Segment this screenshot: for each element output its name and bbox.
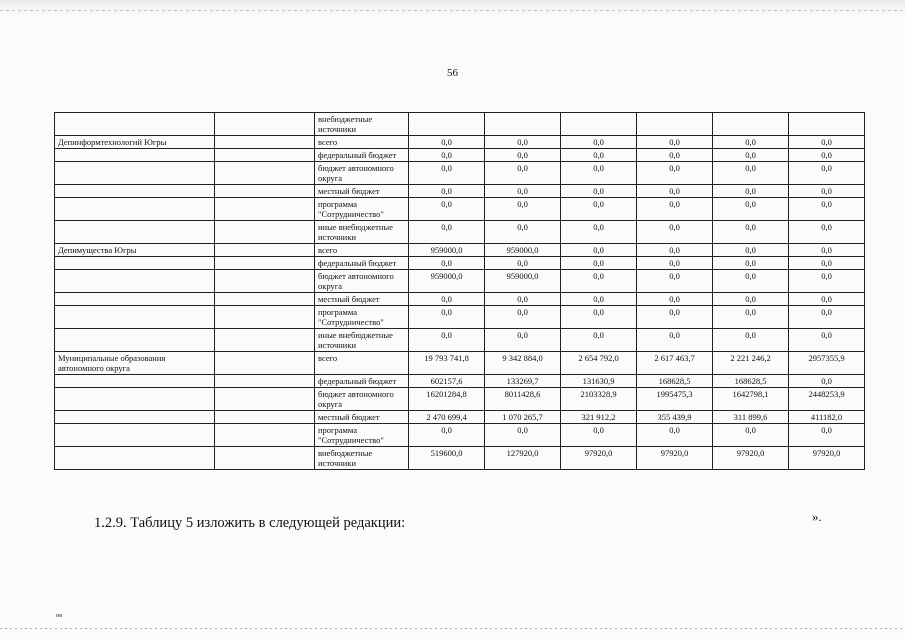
value-cell: 0,0 (713, 198, 789, 221)
value-cell: 0,0 (789, 244, 865, 257)
value-cell: 0,0 (637, 293, 713, 306)
value-cell: 127920,0 (485, 447, 561, 470)
value-cell: 2 617 463,7 (637, 352, 713, 375)
value-cell: 0,0 (789, 136, 865, 149)
value-cell: 0,0 (789, 329, 865, 352)
table-row (55, 149, 865, 162)
value-cell: 959000,0 (409, 244, 485, 257)
value-cell: 0,0 (637, 136, 713, 149)
value-cell: 0,0 (637, 329, 713, 352)
blank-cell (215, 306, 315, 329)
value-cell: 2 654 792,0 (561, 352, 637, 375)
value-cell: 519600,0 (409, 447, 485, 470)
source-cell: внебюджетные источники (315, 447, 409, 470)
value-cell: 0,0 (713, 221, 789, 244)
value-cell: 0,0 (789, 270, 865, 293)
blank-cell (215, 149, 315, 162)
value-cell: 0,0 (561, 257, 637, 270)
table-row (55, 257, 865, 270)
value-cell: 0,0 (409, 329, 485, 352)
value-cell: 0,0 (789, 185, 865, 198)
blank-cell (215, 424, 315, 447)
value-cell: 0,0 (713, 149, 789, 162)
table-row (55, 375, 865, 388)
table-row (55, 244, 865, 257)
value-cell: 131630,9 (561, 375, 637, 388)
value-cell: 959000,0 (485, 270, 561, 293)
value-cell: 0,0 (485, 306, 561, 329)
value-cell: 959000,0 (409, 270, 485, 293)
value-cell: 0,0 (409, 221, 485, 244)
source-cell: местный бюджет (315, 411, 409, 424)
value-cell: 0,0 (789, 306, 865, 329)
value-cell: 0,0 (409, 424, 485, 447)
value-cell: 0,0 (561, 149, 637, 162)
value-cell: 0,0 (561, 244, 637, 257)
value-cell: 0,0 (789, 293, 865, 306)
value-cell: 311 899,6 (713, 411, 789, 424)
source-cell: иные внебюджетные источники (315, 221, 409, 244)
table-row (55, 306, 865, 329)
value-cell: 0,0 (713, 257, 789, 270)
closing-quote: ». (812, 509, 822, 524)
value-cell: 0,0 (637, 257, 713, 270)
value-cell (561, 113, 637, 136)
value-cell: 0,0 (789, 149, 865, 162)
org-cell (55, 257, 215, 270)
value-cell: 0,0 (789, 257, 865, 270)
source-cell: федеральный бюджет (315, 375, 409, 388)
value-cell: 0,0 (485, 185, 561, 198)
table-row (55, 329, 865, 352)
blank-cell (215, 447, 315, 470)
value-cell: 0,0 (561, 221, 637, 244)
value-cell: 0,0 (637, 162, 713, 185)
value-cell: 0,0 (485, 221, 561, 244)
org-cell (55, 270, 215, 293)
blank-cell (215, 270, 315, 293)
blank-cell (215, 375, 315, 388)
value-cell: 0,0 (561, 293, 637, 306)
value-cell: 0,0 (485, 162, 561, 185)
value-cell: 1 070 265,7 (485, 411, 561, 424)
blank-cell (215, 388, 315, 411)
value-cell: 0,0 (637, 149, 713, 162)
value-cell: 0,0 (485, 257, 561, 270)
value-cell: 0,0 (789, 198, 865, 221)
table-row (55, 352, 865, 375)
source-cell: иные внебюджетные источники (315, 329, 409, 352)
value-cell: 97920,0 (713, 447, 789, 470)
value-cell: 411182,0 (789, 411, 865, 424)
org-cell (55, 411, 215, 424)
value-cell: 2 221 246,2 (713, 352, 789, 375)
table-row (55, 185, 865, 198)
page-number: 56 (447, 67, 458, 79)
value-cell: 0,0 (561, 136, 637, 149)
value-cell: 0,0 (713, 293, 789, 306)
source-cell: программа "Сотрудничество" (315, 424, 409, 447)
source-cell: программа "Сотрудничество" (315, 306, 409, 329)
value-cell: 959000,0 (485, 244, 561, 257)
org-cell (55, 375, 215, 388)
value-cell: 0,0 (713, 162, 789, 185)
blank-cell (215, 411, 315, 424)
value-cell: 0,0 (637, 244, 713, 257)
source-cell: федеральный бюджет (315, 257, 409, 270)
table-row (55, 293, 865, 306)
value-cell: 168628,5 (713, 375, 789, 388)
value-cell: 0,0 (713, 329, 789, 352)
value-cell: 0,0 (713, 270, 789, 293)
scan-artifact-top (0, 10, 905, 11)
blank-cell (215, 113, 315, 136)
value-cell: 0,0 (561, 198, 637, 221)
org-cell (55, 424, 215, 447)
blank-cell (215, 221, 315, 244)
table-row (55, 388, 865, 411)
value-cell (485, 113, 561, 136)
org-cell: Депимущества Югры (55, 244, 215, 257)
blank-cell (215, 136, 315, 149)
value-cell: 133269,7 (485, 375, 561, 388)
source-cell: федеральный бюджет (315, 149, 409, 162)
value-cell: 2448253,9 (789, 388, 865, 411)
value-cell: 0,0 (637, 185, 713, 198)
org-cell (55, 329, 215, 352)
scan-top-shadow (0, 0, 905, 16)
source-cell: всего (315, 352, 409, 375)
source-cell: местный бюджет (315, 185, 409, 198)
corner-mark: нв (56, 613, 63, 619)
value-cell: 0,0 (485, 329, 561, 352)
org-cell (55, 198, 215, 221)
blank-cell (215, 329, 315, 352)
blank-cell (215, 162, 315, 185)
source-cell: бюджет автономного округа (315, 270, 409, 293)
value-cell: 2103328,9 (561, 388, 637, 411)
blank-cell (215, 185, 315, 198)
table-row (55, 221, 865, 244)
value-cell: 9 342 884,0 (485, 352, 561, 375)
value-cell (409, 113, 485, 136)
value-cell: 0,0 (637, 270, 713, 293)
value-cell: 2 470 699,4 (409, 411, 485, 424)
value-cell: 8011428,6 (485, 388, 561, 411)
value-cell: 97920,0 (561, 447, 637, 470)
table-row (55, 411, 865, 424)
blank-cell (215, 293, 315, 306)
org-cell (55, 388, 215, 411)
value-cell: 0,0 (789, 375, 865, 388)
source-cell: всего (315, 244, 409, 257)
value-cell: 16201284,8 (409, 388, 485, 411)
value-cell: 0,0 (485, 136, 561, 149)
value-cell: 0,0 (789, 162, 865, 185)
blank-cell (215, 198, 315, 221)
value-cell: 0,0 (637, 306, 713, 329)
value-cell: 0,0 (561, 162, 637, 185)
value-cell: 0,0 (637, 424, 713, 447)
blank-cell (215, 257, 315, 270)
value-cell: 2957355,9 (789, 352, 865, 375)
value-cell: 97920,0 (637, 447, 713, 470)
source-cell: бюджет автономного округа (315, 162, 409, 185)
blank-cell (215, 352, 315, 375)
org-cell: Депинформтехнологий Югры (55, 136, 215, 149)
value-cell: 0,0 (485, 198, 561, 221)
value-cell: 321 912,2 (561, 411, 637, 424)
org-cell (55, 185, 215, 198)
value-cell: 0,0 (713, 424, 789, 447)
source-cell: программа "Сотрудничество" (315, 198, 409, 221)
value-cell: 97920,0 (789, 447, 865, 470)
org-cell (55, 162, 215, 185)
value-cell: 0,0 (713, 136, 789, 149)
funding-table (54, 112, 864, 470)
value-cell: 0,0 (409, 149, 485, 162)
value-cell: 1995475,3 (637, 388, 713, 411)
org-cell (55, 221, 215, 244)
value-cell: 0,0 (409, 185, 485, 198)
value-cell: 0,0 (713, 306, 789, 329)
value-cell: 0,0 (485, 149, 561, 162)
value-cell: 0,0 (561, 306, 637, 329)
value-cell: 0,0 (637, 221, 713, 244)
blank-cell (215, 244, 315, 257)
value-cell: 0,0 (485, 424, 561, 447)
org-cell (55, 306, 215, 329)
org-cell (55, 447, 215, 470)
value-cell: 0,0 (637, 198, 713, 221)
table-row (55, 270, 865, 293)
value-cell: 168628,5 (637, 375, 713, 388)
value-cell: 0,0 (789, 424, 865, 447)
value-cell: 0,0 (409, 198, 485, 221)
value-cell: 0,0 (409, 162, 485, 185)
value-cell: 0,0 (561, 270, 637, 293)
org-cell (55, 113, 215, 136)
value-cell: 19 793 741,8 (409, 352, 485, 375)
value-cell: 355 439,9 (637, 411, 713, 424)
value-cell: 0,0 (409, 306, 485, 329)
table-row (55, 447, 865, 470)
org-cell (55, 149, 215, 162)
value-cell: 0,0 (485, 293, 561, 306)
table-row (55, 113, 865, 136)
value-cell (637, 113, 713, 136)
org-cell: Муниципальные образования автономного округа (55, 352, 215, 375)
table-row (55, 424, 865, 447)
source-cell: местный бюджет (315, 293, 409, 306)
scan-artifact-bottom (0, 628, 905, 629)
value-cell: 0,0 (409, 257, 485, 270)
org-cell (55, 293, 215, 306)
value-cell: 0,0 (409, 293, 485, 306)
value-cell: 0,0 (409, 136, 485, 149)
source-cell: внебюджетные источники (315, 113, 409, 136)
value-cell: 0,0 (561, 185, 637, 198)
value-cell: 0,0 (713, 185, 789, 198)
value-cell: 1642798,1 (713, 388, 789, 411)
value-cell: 0,0 (789, 221, 865, 244)
value-cell: 0,0 (561, 424, 637, 447)
table-row (55, 162, 865, 185)
source-cell: всего (315, 136, 409, 149)
value-cell: 602157,6 (409, 375, 485, 388)
source-cell: бюджет автономного округа (315, 388, 409, 411)
value-cell: 0,0 (713, 244, 789, 257)
value-cell (789, 113, 865, 136)
table-row (55, 198, 865, 221)
value-cell: 0,0 (561, 329, 637, 352)
instruction-text: 1.2.9. Таблицу 5 изложить в следующей редакции: (94, 515, 406, 531)
value-cell (713, 113, 789, 136)
table-row (55, 136, 865, 149)
